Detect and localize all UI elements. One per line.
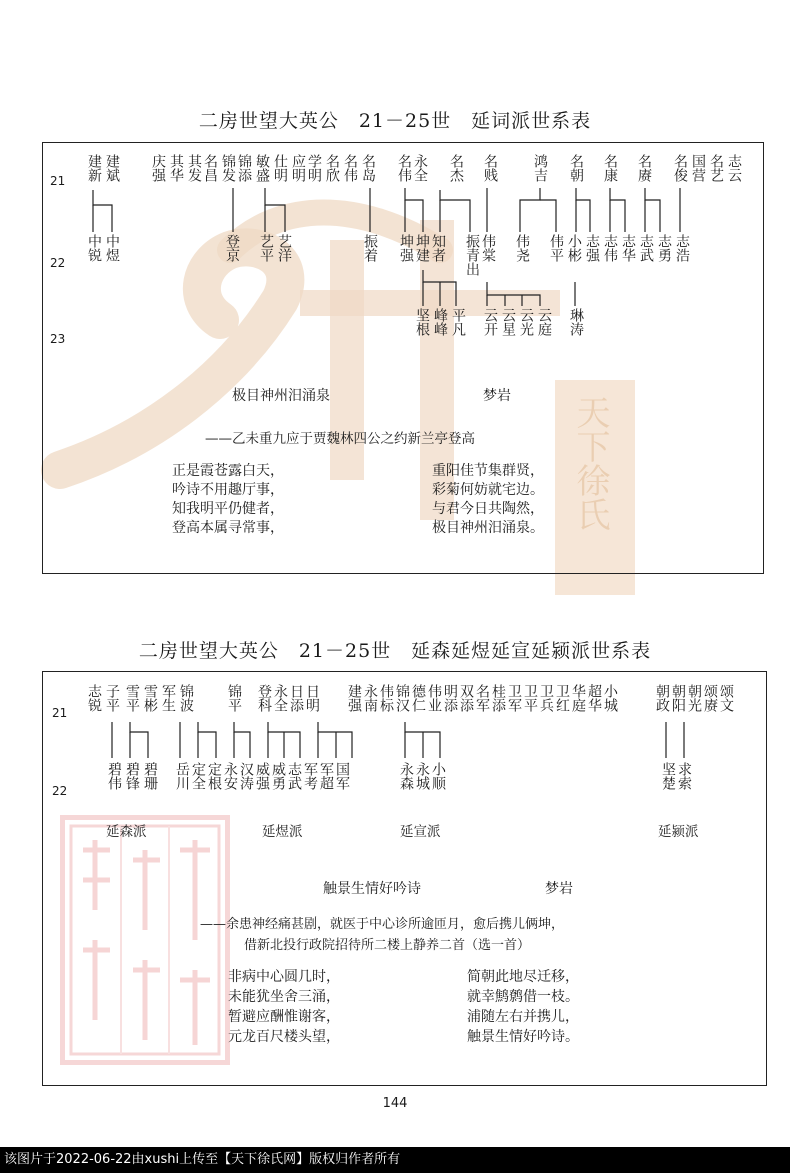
top-gen21-name-12: 学明 xyxy=(306,154,322,182)
gen-label-22: 22 xyxy=(50,256,66,270)
top-gen22-name-17: 志华 xyxy=(620,234,636,262)
bottom-gen21-name-14: 伟标 xyxy=(378,684,394,712)
bottom-gen22-name-14: 国军 xyxy=(334,762,350,790)
top-gen22-name-12: 伟尧 xyxy=(514,234,530,262)
top-gen23-name-6: 云光 xyxy=(518,308,534,336)
top-gen21-name-16: 名伟 xyxy=(396,154,412,182)
poem-title-bottom: 触景生情好吟诗 xyxy=(323,881,421,897)
bottom-gen22-name-17: 小顺 xyxy=(430,762,446,790)
top-gen22-name-16: 志伟 xyxy=(602,234,618,262)
top-gen21-name-25: 国营 xyxy=(690,154,706,182)
bottom-gen22-name-9: 威强 xyxy=(254,762,270,790)
top-gen21-name-11: 应明 xyxy=(290,154,306,182)
bottom-gen21-name-19: 双添 xyxy=(458,684,474,712)
bottom-gen22-name-8: 汉涛 xyxy=(238,762,254,790)
top-gen21-name-6: 名昌 xyxy=(202,154,218,182)
poem-right-bottom-2: 就幸鹪鹩借一枝。 xyxy=(467,989,579,1005)
top-gen21-name-5: 其发 xyxy=(186,154,202,182)
top-gen22-name-11: 伟棠 xyxy=(480,234,496,262)
watermark-text: 天下徐氏 xyxy=(570,395,610,531)
bottom-gen21-name-2: 子平 xyxy=(104,684,120,712)
bottom-gen21-name-22: 卫军 xyxy=(506,684,522,712)
bottom-gen21-name-3: 雪平 xyxy=(124,684,140,712)
poem-left-bottom-2: 未能犹坐舍三涌， xyxy=(228,989,340,1005)
top-gen22-name-19: 志勇 xyxy=(656,234,672,262)
top-gen21-name-10: 仕明 xyxy=(272,154,288,182)
top-gen23-name-2: 峰峰 xyxy=(432,308,448,336)
bottom-gen22-name-16: 永城 xyxy=(414,762,430,790)
top-gen22-name-20: 志浩 xyxy=(674,234,690,262)
poem-left-bottom-4: 元龙百尺楼头望， xyxy=(228,1029,340,1045)
top-gen21-name-4: 其华 xyxy=(168,154,184,182)
top-gen21-name-13: 名欣 xyxy=(324,154,340,182)
top-gen21-name-2: 建斌 xyxy=(104,154,120,182)
top-gen21-name-23: 名赓 xyxy=(636,154,652,182)
top-gen22-name-4: 艺平 xyxy=(258,234,274,262)
top-gen22-name-3: 登京 xyxy=(224,234,240,262)
poem-left-top-3: 知我明平仍健者， xyxy=(172,501,284,517)
bottom-gen21-name-20: 名军 xyxy=(474,684,490,712)
top-gen21-name-14: 名伟 xyxy=(342,154,358,182)
bottom-gen21-name-29: 朝政 xyxy=(654,684,670,712)
bottom-gen22-name-13: 军超 xyxy=(318,762,334,790)
bottom-gen21-name-31: 朝光 xyxy=(686,684,702,712)
poem-note-bottom-2: 借新北投行政院招待所二楼上静养二首（选一首） xyxy=(244,938,531,953)
bottom-gen21-name-10: 日添 xyxy=(288,684,304,712)
bottom-gen22-name-19: 求索 xyxy=(676,762,692,790)
top-gen22-name-13: 伟平 xyxy=(548,234,564,262)
branch-label-4: 延颍派 xyxy=(658,824,699,840)
branch-label-1: 延森派 xyxy=(106,824,147,840)
bottom-gen21-name-33: 颂文 xyxy=(718,684,734,712)
top-gen22-name-2: 中煜 xyxy=(104,234,120,262)
top-gen21-name-1: 建新 xyxy=(86,154,102,182)
gen-label-22-bottom: 22 xyxy=(52,784,68,798)
bottom-gen21-name-4: 雪彬 xyxy=(142,684,158,712)
bottom-gen21-name-28: 小城 xyxy=(602,684,618,712)
top-gen21-name-7: 锦发 xyxy=(220,154,236,182)
bottom-gen22-name-3: 碧珊 xyxy=(142,762,158,790)
top-gen23-name-5: 云星 xyxy=(500,308,516,336)
bottom-gen21-name-5: 军生 xyxy=(160,684,176,712)
bottom-gen21-name-17: 伟业 xyxy=(426,684,442,712)
branch-label-2: 延煜派 xyxy=(262,824,303,840)
poem-left-bottom-3: 暂避应酬惟谢客， xyxy=(228,1009,340,1025)
bottom-gen22-name-1: 碧伟 xyxy=(106,762,122,790)
gen-label-23: 23 xyxy=(50,332,66,346)
poem-right-bottom-3: 浦随左右并携儿， xyxy=(467,1009,579,1025)
bottom-gen22-name-4: 岳川 xyxy=(174,762,190,790)
bottom-gen22-name-5: 定全 xyxy=(190,762,206,790)
gen-label-21-bottom: 21 xyxy=(52,706,68,720)
top-gen21-name-8: 锦添 xyxy=(236,154,252,182)
bottom-gen21-name-8: 登科 xyxy=(256,684,272,712)
bottom-gen22-name-18: 坚楚 xyxy=(660,762,676,790)
bottom-gen22-name-7: 永安 xyxy=(222,762,238,790)
bottom-gen21-name-6: 锦波 xyxy=(178,684,194,712)
bottom-gen21-name-7: 锦平 xyxy=(226,684,242,712)
footer-banner: 该图片于2022-06-22由xushi上传至【天下徐氏网】版权归作者所有 xyxy=(0,1147,790,1173)
top-gen21-name-18: 名杰 xyxy=(448,154,464,182)
bottom-gen21-name-25: 卫红 xyxy=(554,684,570,712)
top-gen21-name-20: 鸿吉 xyxy=(532,154,548,182)
bottom-gen21-name-21: 桂添 xyxy=(490,684,506,712)
top-gen22-name-14: 小彬 xyxy=(566,234,582,262)
bottom-gen21-name-27: 超华 xyxy=(586,684,602,712)
top-gen23-name-1: 坚根 xyxy=(414,308,430,336)
bottom-gen22-name-12: 军考 xyxy=(302,762,318,790)
top-gen23-name-8: 琳涛 xyxy=(568,308,584,336)
gen-label-21: 21 xyxy=(50,174,66,188)
page-title-bottom: 二房世望大英公 21－25世 延森延煜延宣延颍派世系表 xyxy=(138,640,652,662)
top-gen21-name-22: 名康 xyxy=(602,154,618,182)
poem-note-top: ——乙未重九应于贾魏林四公之约新兰亭登高 xyxy=(205,431,475,447)
bottom-gen21-name-11: 日明 xyxy=(304,684,320,712)
poem-right-top-3: 与君今日共陶然， xyxy=(432,501,544,517)
top-gen22-name-1: 中锐 xyxy=(86,234,102,262)
top-gen23-name-3: 平凡 xyxy=(450,308,466,336)
bottom-gen21-name-30: 朝阳 xyxy=(670,684,686,712)
top-gen21-name-19: 名贱 xyxy=(482,154,498,182)
bottom-gen21-name-9: 永全 xyxy=(272,684,288,712)
top-gen21-name-27: 志云 xyxy=(726,154,742,182)
bottom-gen21-name-15: 锦汉 xyxy=(394,684,410,712)
top-gen21-name-26: 名艺 xyxy=(708,154,724,182)
bottom-gen21-name-1: 志锐 xyxy=(86,684,102,712)
poem-right-top-4: 极目神州汨涌泉。 xyxy=(432,520,544,536)
bottom-gen21-name-12: 建强 xyxy=(346,684,362,712)
top-gen21-name-24: 名俊 xyxy=(672,154,688,182)
top-gen22-name-8: 坤建 xyxy=(414,234,430,262)
top-gen21-name-9: 敏盛 xyxy=(254,154,270,182)
bottom-gen22-name-10: 威勇 xyxy=(270,762,286,790)
top-gen21-name-15: 名岛 xyxy=(360,154,376,182)
poem-left-top-4: 登高本属寻常事， xyxy=(172,520,284,536)
poem-title-top: 极目神州汨涌泉 xyxy=(232,388,330,404)
poem-author-bottom: 梦岩 xyxy=(545,881,573,897)
top-gen22-name-15: 志强 xyxy=(584,234,600,262)
bottom-gen21-name-23: 卫平 xyxy=(522,684,538,712)
top-gen22-name-6: 振着 xyxy=(362,234,378,262)
poem-right-top-1: 重阳佳节集群贤， xyxy=(432,463,544,479)
top-gen22-name-18: 志武 xyxy=(638,234,654,262)
bottom-gen21-name-16: 德仁 xyxy=(410,684,426,712)
top-gen23-name-7: 云庭 xyxy=(536,308,552,336)
poem-left-top-1: 正是霞苍露白天， xyxy=(172,463,284,479)
poem-left-top-2: 吟诗不用趣厅事， xyxy=(172,482,284,498)
top-gen23-name-4: 云开 xyxy=(482,308,498,336)
poem-note-bottom-1: ——余患神经痛甚剧，就医于中心诊所逾匝月，愈后携儿俩坤， xyxy=(200,917,565,932)
poem-right-top-2: 彩菊何妨就宅边。 xyxy=(432,482,544,498)
page-title-top: 二房世望大英公 21－25世 延词派世系表 xyxy=(198,110,592,132)
bottom-gen21-name-32: 颂赓 xyxy=(702,684,718,712)
poem-left-bottom-1: 非病中心圆几时， xyxy=(228,969,340,985)
bottom-gen22-name-2: 碧锋 xyxy=(124,762,140,790)
branch-label-3: 延宣派 xyxy=(400,824,441,840)
bottom-gen21-name-18: 明添 xyxy=(442,684,458,712)
top-gen22-name-10: 振青出 xyxy=(464,234,480,276)
bottom-gen22-name-6: 定根 xyxy=(206,762,222,790)
top-gen21-name-3: 庆强 xyxy=(150,154,166,182)
bottom-gen21-name-26: 华庭 xyxy=(570,684,586,712)
top-gen21-name-17: 永全 xyxy=(412,154,428,182)
top-gen22-name-7: 坤强 xyxy=(398,234,414,262)
bottom-gen22-name-11: 志武 xyxy=(286,762,302,790)
bottom-gen21-name-24: 卫兵 xyxy=(538,684,554,712)
bottom-gen21-name-13: 永南 xyxy=(362,684,378,712)
bottom-gen22-name-15: 永森 xyxy=(398,762,414,790)
top-gen21-name-21: 名朝 xyxy=(568,154,584,182)
poem-right-bottom-4: 触景生情好吟诗。 xyxy=(467,1029,579,1045)
top-gen22-name-9: 知者 xyxy=(430,234,446,262)
page-number: 144 xyxy=(382,1096,408,1111)
poem-author-top: 梦岩 xyxy=(483,388,511,404)
top-gen22-name-5: 艺洋 xyxy=(276,234,292,262)
poem-right-bottom-1: 简朝此地尽迁移， xyxy=(467,969,579,985)
